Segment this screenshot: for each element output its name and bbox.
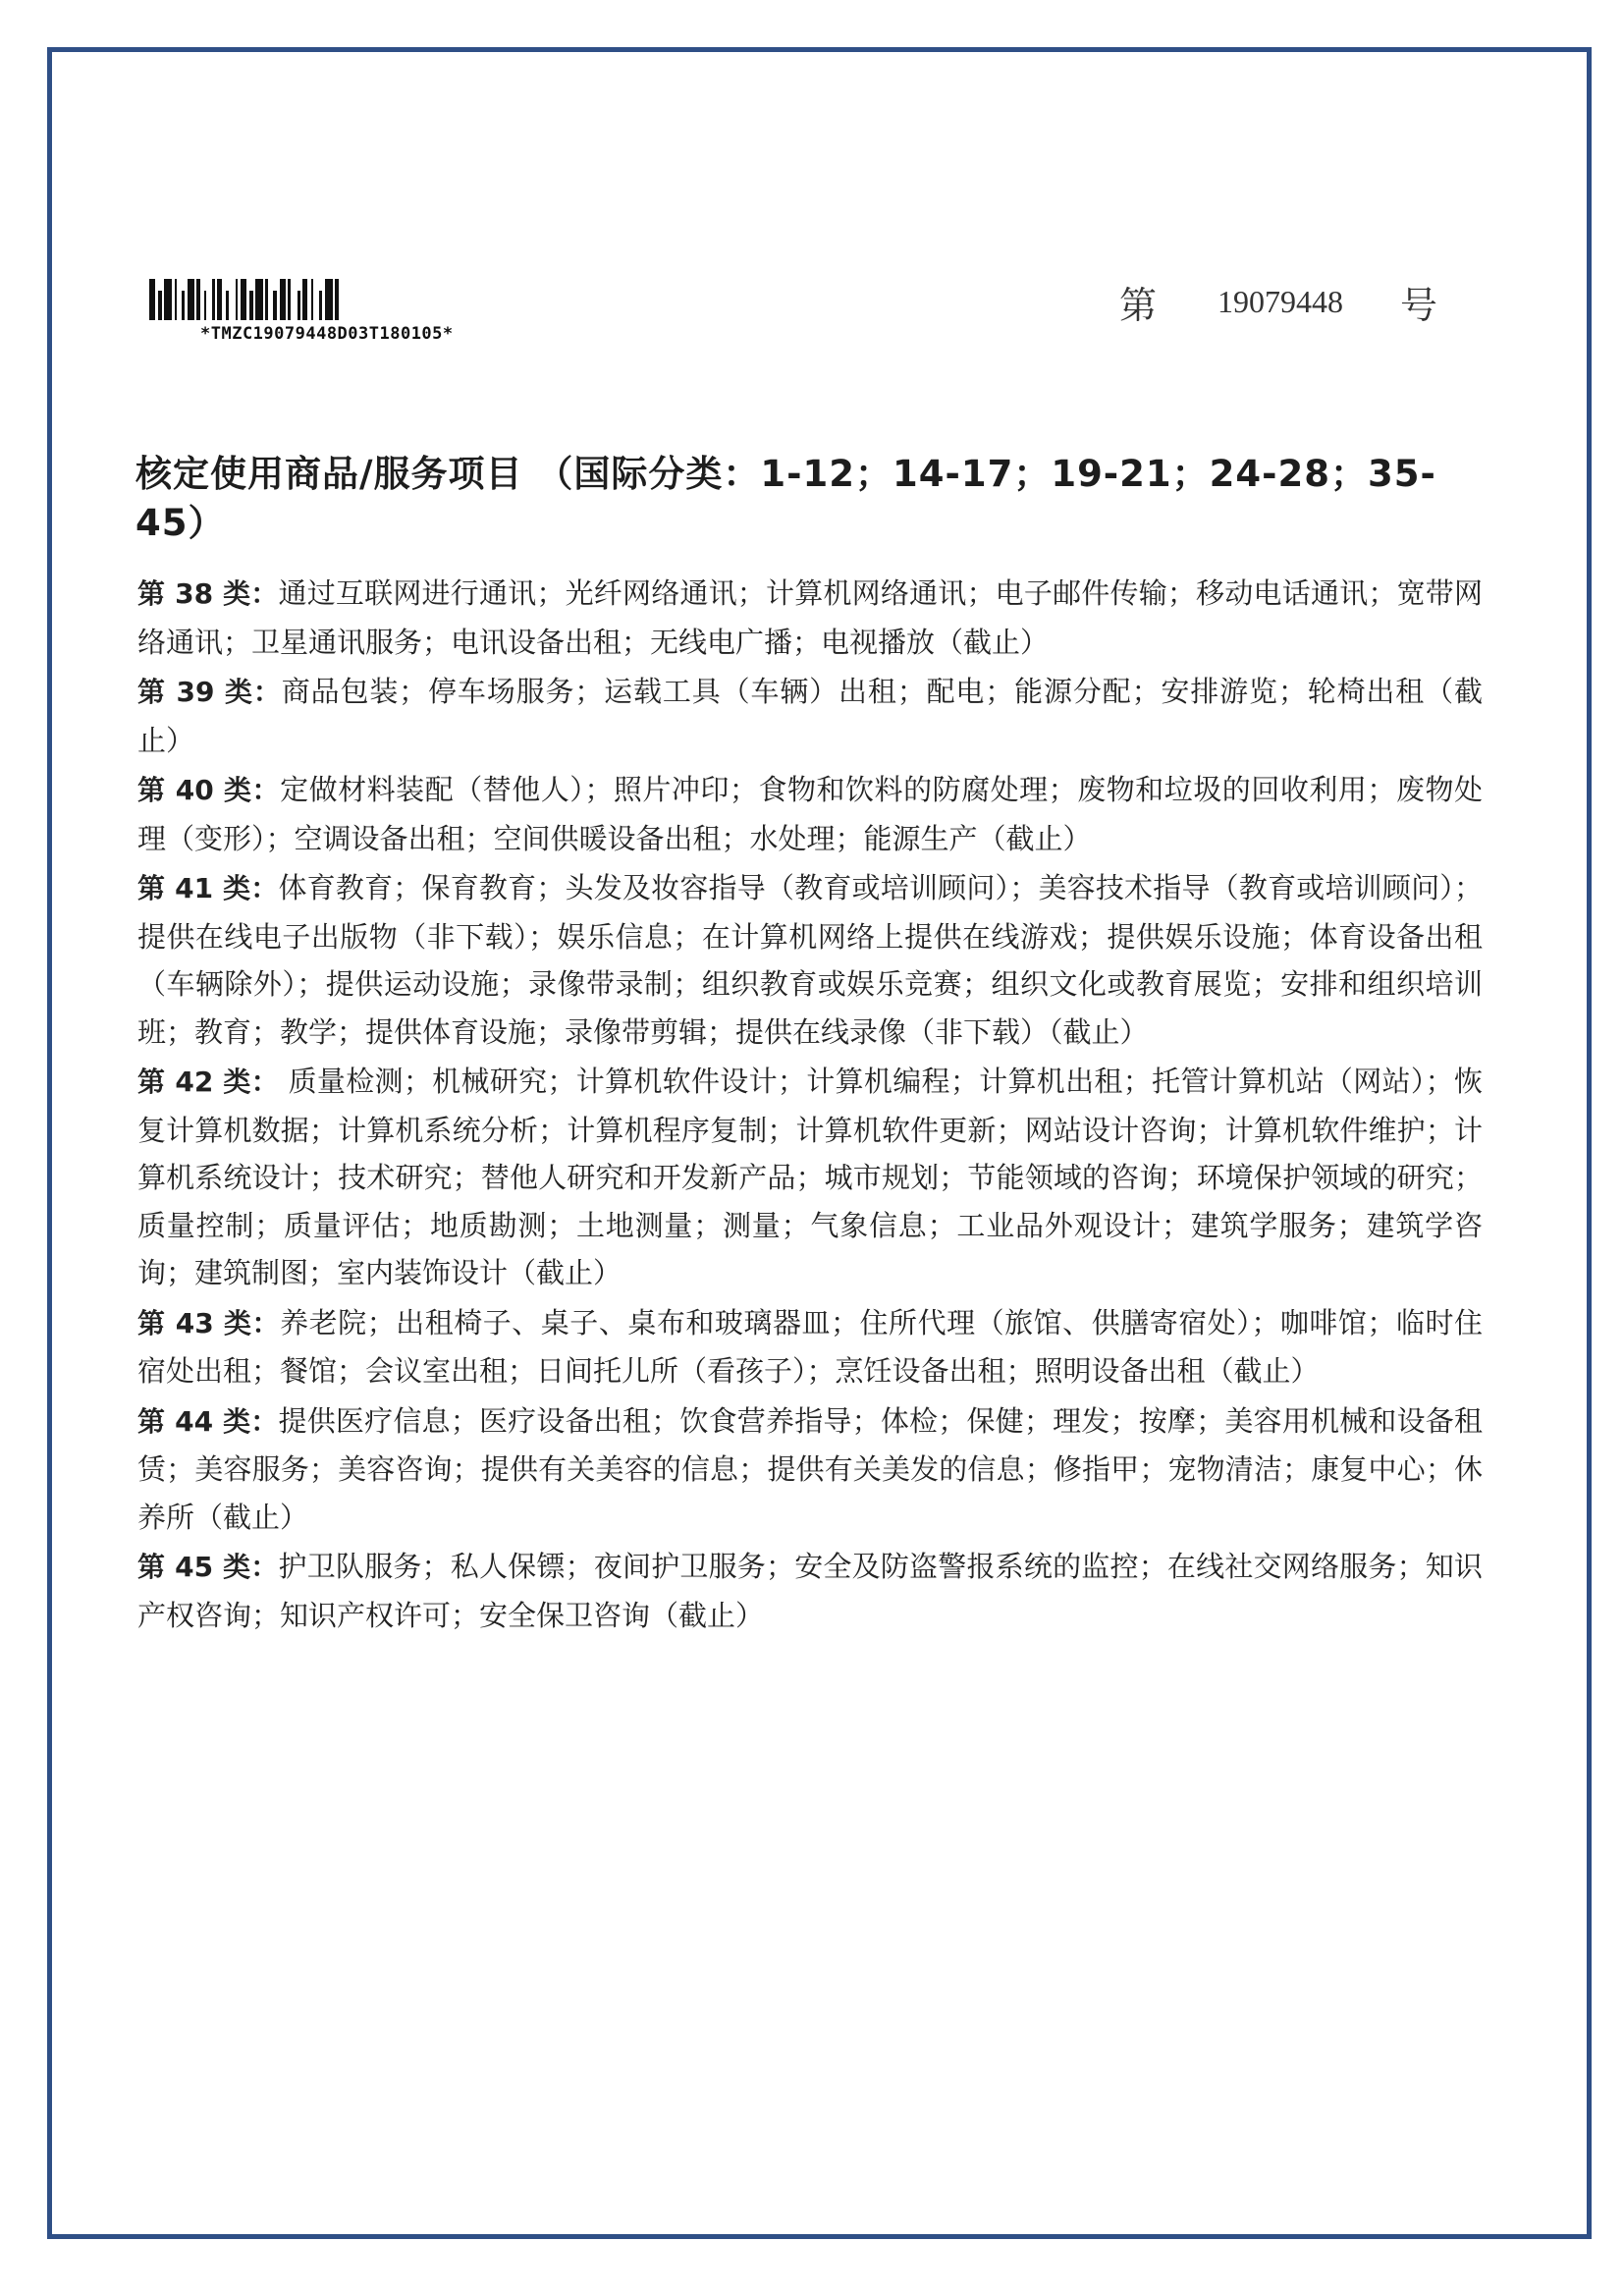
class-label: 第 45 类： <box>137 1551 279 1583</box>
barcode-block <box>149 275 542 344</box>
barcode-bar <box>325 279 333 320</box>
class-text: 通过互联网进行通讯；光纤网络通讯；计算机网络通讯；电子邮件传输；移动电话通讯；宽带网络通讯；卫星通讯服务；电讯设备出租；无线电广播；电视播放（截止） <box>137 576 1483 659</box>
class-entry-42 <box>137 1058 1483 1297</box>
class-label: 第 41 类： <box>137 872 279 904</box>
class-entry-39 <box>137 668 1483 764</box>
barcode-bar <box>255 279 263 320</box>
barcode-bar <box>229 279 236 320</box>
class-label: 第 39 类： <box>137 676 282 708</box>
class-entry-38 <box>137 570 1483 666</box>
class-label: 第 44 类： <box>137 1404 279 1438</box>
class-label: 第 43 类： <box>137 1306 281 1339</box>
barcode-bar <box>291 279 298 320</box>
class-text: 商品包装；停车场服务；运载工具（车辆）出租；配电；能源分配；安排游览；轮椅出租（截止） <box>137 675 1483 757</box>
class-label: 第 42 类： <box>137 1066 280 1098</box>
class-list <box>137 570 1483 1641</box>
class-entry-41 <box>137 864 1483 1056</box>
class-text: 定做材料装配（替他人）；照片冲印；食物和饮料的防腐处理；废物和垃圾的回收利用；废物处理（变形）；空调设备出租；空间供暖设备出租；水处理；能源生产（截止） <box>137 773 1483 855</box>
class-entry-43 <box>137 1299 1483 1395</box>
barcode-bar <box>188 279 194 320</box>
class-text: 养老院；出租椅子、桌子、桌布和玻璃器皿；住所代理（旅馆、供膳寄宿处）；咖啡馆；临时住宿处出租；餐馆；会议室出租；日间托儿所（看孩子）；烹饪设备出租；照明设备出租（截止） <box>137 1305 1483 1388</box>
barcode-bar <box>164 279 172 320</box>
class-label: 第 38 类： <box>137 577 279 610</box>
barcode-bar <box>339 279 342 320</box>
page-title: 核定使用商品/服务项目 （国际分类：1-12；14-17；19-21；24-28；35-45） <box>135 453 1436 544</box>
barcode-image <box>149 275 542 320</box>
class-text: 护卫队服务；私人保镖；夜间护卫服务；安全及防盗警报系统的监控；在线社交网络服务；知识产权咨询；知识产权许可；安全保卫咨询（截止） <box>137 1550 1483 1632</box>
barcode-caption: *TMZC19079448D03T180105* <box>200 324 454 344</box>
class-label: 第 40 类： <box>137 774 281 806</box>
registration-number <box>1119 275 1437 329</box>
class-text: 提供医疗信息；医疗设备出租；饮食营养指导；体检；保健；理发；按摩；美容用机械和设备租赁；美容服务；美容咨询；提供有关美容的信息；提供有关美发的信息；修指甲；宠物清洁；康复中心；休养所（截止） <box>137 1403 1483 1534</box>
registration-suffix: 号 <box>1400 284 1438 327</box>
class-entry-45 <box>137 1543 1483 1639</box>
class-text: 质量检测；机械研究；计算机软件设计；计算机编程；计算机出租；托管计算机站（网站）；恢复计算机数据；计算机系统分析；计算机程序复制；计算机软件更新；网站设计咨询；计算机软件维护；计算机系统设计；技术研究；替他人研究和开发新产品；城市规划；节能领域的咨询；环境保护领域的研究；质量控制；质量评估；地质勘测；土地测量；测量；气象信息；工业品外观设计；建筑学服务；建筑学咨询；建筑制图；室内装饰设计（截止） <box>137 1065 1483 1289</box>
class-entry-40 <box>137 766 1483 862</box>
registration-prefix: 第 <box>1119 284 1158 327</box>
class-text: 体育教育；保育教育；头发及妆容指导（教育或培训顾问）；美容技术指导（教育或培训顾问）；提供在线电子出版物（非下载）；娱乐信息；在计算机网络上提供在线游戏；提供娱乐设施；体育设备出租（车辆除外）；提供运动设施；录像带录制；组织教育或娱乐竞赛；组织文化或教育展览；安排和组织培训班；教育；教学；提供体育设施；录像带剪辑；提供在线录像（非下载）（截止） <box>137 871 1483 1049</box>
class-entry-44 <box>137 1397 1483 1542</box>
registration-number-value: 19079448 <box>1217 284 1344 319</box>
